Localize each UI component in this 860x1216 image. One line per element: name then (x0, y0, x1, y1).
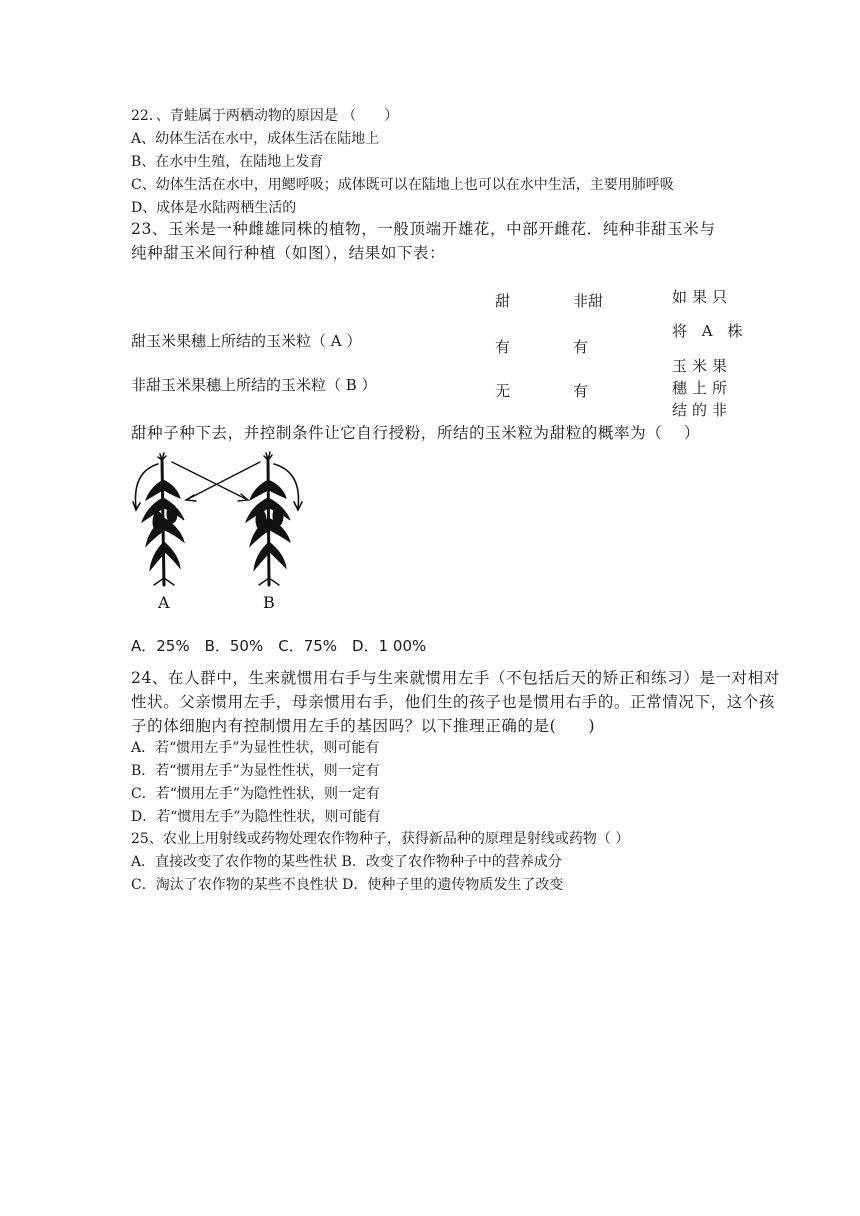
q23-stem-line1: 23、玉米是一种雌雄同株的植物，一般顶端开雄花，中部开雌花．纯种非甜玉米与 (131, 220, 716, 238)
q23-answer-options: A．25% B．50% C．75% D．1 00% (131, 637, 427, 655)
table-row-a-label: 甜玉米果穗上所结的玉米粒（ A ） (131, 332, 362, 350)
q24-stem-line1: 24、在人群中，生来就惯用右手与生来就惯用左手（不包括后天的矫正和练习）是一对相对 (131, 669, 780, 687)
table-row-a-sweet: 有 (495, 338, 511, 356)
table-row-a-nonsweet: 有 (573, 338, 589, 356)
q23-stem-line2: 纯种甜玉米间行种植（如图），结果如下表： (131, 244, 446, 262)
figure-label-a: A (158, 593, 170, 612)
side-text-line: 如果只 (672, 288, 733, 306)
q24-option-c: C．若“惯用左手”为隐性性状，则一定有 (131, 786, 381, 802)
table-header-sweet: 甜 (495, 292, 511, 310)
table-row-b-nonsweet: 有 (573, 382, 589, 400)
corn-figure (128, 450, 328, 620)
q24-option-b: B．若“惯用左手”为显性性状，则一定有 (131, 763, 380, 779)
pollination-arrows (172, 462, 260, 501)
corn-plants-illustration (128, 450, 328, 616)
side-text-line: 将 A 株 (672, 322, 748, 340)
side-text-line: 穗上所 (672, 379, 733, 397)
q24-option-d: D．若“惯用左手”为隐性性状，则可能有 (131, 809, 381, 825)
figure-label-b: B (263, 593, 275, 612)
q23-continuation: 甜种子种下去，并控制条件让它自行授粉，所结的玉米粒为甜粒的概率为（ ） (131, 424, 701, 442)
q22-option-c: C、幼体生活在水中，用鳃呼吸；成体既可以在陆地上也可以在水中生活，主要用肺呼吸 (131, 177, 674, 193)
corn-plant-b (246, 452, 302, 585)
q22-option-d: D、成体是水陆两栖生活的 (131, 200, 297, 216)
corn-plant-a (133, 453, 184, 585)
table-row-b-label: 非甜玉米果穗上所结的玉米粒（ B ） (131, 376, 377, 394)
q22-option-b: B、在水中生殖，在陆地上发育 (131, 154, 324, 170)
q24-option-a: A．若“惯用左手”为显性性状，则可能有 (131, 740, 380, 756)
q22-option-a: A、幼体生活在水中，成体生活在陆地上 (131, 131, 380, 147)
q24-stem-line2: 性状。父亲惯用左手，母亲惯用右手，他们生的孩子也是惯用右手的。正常情况下，这个孩 (131, 693, 776, 711)
q24-stem-line3: 子的体细胞内有控制惯用左手的基因吗？以下推理正确的是( ) (131, 717, 596, 735)
table-row-b-sweet: 无 (495, 382, 511, 400)
q22-stem: 22．、青蛙属于两栖动物的原因是 （ ） (131, 108, 399, 124)
q25-stem: 25、农业上用射线或药物处理农作物种子，获得新品种的原理是射线或药物（ ） (131, 831, 630, 847)
q25-options-line1: A．直接改变了农作物的某些性状 B．改变了农作物种子中的营养成分 (131, 854, 562, 870)
q25-options-line2: C．淘汰了农作物的某些不良性状 D．使种子里的遗传物质发生了改变 (131, 877, 564, 893)
side-text-line: 玉米果 (672, 357, 733, 375)
table-header-nonsweet: 非甜 (573, 292, 604, 310)
side-text-line: 结的非 (672, 401, 733, 419)
